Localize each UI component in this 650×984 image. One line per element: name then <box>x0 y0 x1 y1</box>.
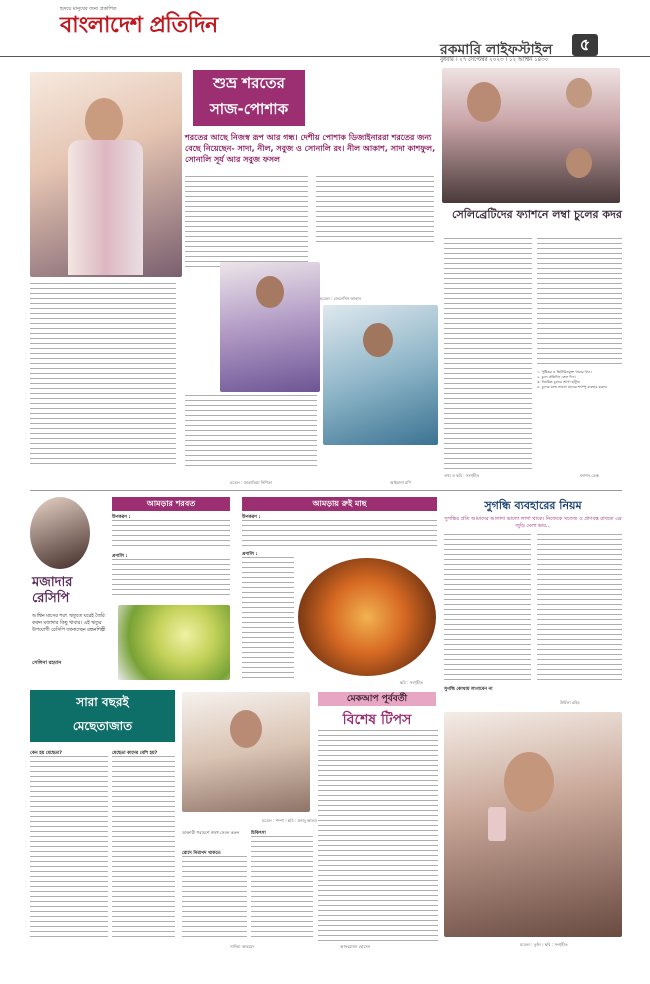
saree-drape <box>68 140 143 275</box>
eczema-byline: সাদিয়া আহমেদ <box>230 944 255 949</box>
eczema-title-banner <box>30 690 175 742</box>
celebrity-body-col1 <box>444 238 532 470</box>
list-item: ৩. নিয়মিত চুলের আগা ছাঁটুন। <box>537 380 581 384</box>
fragrance-model-photo <box>444 712 622 937</box>
celebrity-photo-collage <box>442 68 620 203</box>
recipe1-ingredients <box>112 520 230 550</box>
recipe-photo-caption: ছবি : সংগৃহীত <box>400 680 423 685</box>
eczema-body-col3 <box>182 856 247 941</box>
recipe-column-title-line1: মজাদার <box>32 575 73 590</box>
makeup-title-line2: বিশেষ টিপস <box>342 712 412 728</box>
masthead-tagline: হৃদয়ে মানুষের জন্য প্রকাশিত <box>60 6 117 12</box>
perfume-bottle <box>488 807 506 841</box>
feature-title-line1: শুভ্র শরতের <box>213 74 285 92</box>
feature-title-line2: সাজ-পোশাক <box>209 100 289 118</box>
eczema-body-col4 <box>251 836 313 941</box>
recipe2-ingredients-label: উপকরণ : <box>242 515 261 520</box>
eczema-sub4: রোদে নিরাপদ থাকতে <box>182 851 221 856</box>
recipe2-method-label: প্রণালি : <box>242 552 258 557</box>
page-number: ৫ <box>572 34 598 56</box>
recipe1-method <box>112 559 230 599</box>
fragrance-body-col1 <box>444 534 531 684</box>
date-line: বুধবার । ২৭ সেপ্টেম্বর ২০২৩ । ১২ আশ্বিন ১৪৩০ <box>440 57 549 63</box>
fragrance-body-col2 <box>537 534 622 684</box>
model-face <box>230 710 262 748</box>
eczema-photo-caption: মডেল : শম্পা । ছবি : মনজু আলম <box>262 818 317 823</box>
recipe2-photo-fish-curry <box>298 558 436 676</box>
fragrance-caption: মডেল : তুলি । ছবি : সংগৃহীত <box>520 942 568 947</box>
recipe-column-title <box>32 575 72 607</box>
eczema-sub1: কেন হয় মেছেতা? <box>30 751 62 756</box>
celebrity-title: সেলিব্রেটিদের ফ্যাশনে লম্বা চুলের কদর <box>452 208 622 221</box>
recipe2-method <box>242 557 294 682</box>
fragrance-intro: সুগন্ধির প্রতি আমাদের আলাদা ভালো লাগা থাকে। নিজেকে সতেজ ও প্রাণবন্ত রাখতে এর জুড়ি মেলা ভার... <box>444 516 622 529</box>
eczema-doctor-note: ডাক্তারী পরামর্শে ঔষধ সেবন করুন <box>182 830 240 835</box>
section-title: রকমারি লাইফস্টাইল <box>440 42 553 58</box>
celebrity-body-col2 <box>537 238 622 366</box>
eczema-title-line1: সারা বছরই <box>76 695 129 709</box>
model-face <box>85 98 123 144</box>
feature-body-col0 <box>30 283 176 468</box>
recipe1-method-label: প্রণালি : <box>112 554 128 559</box>
feature-title-banner <box>193 70 305 126</box>
celebrity-face-2 <box>566 78 592 108</box>
makeup-title-line1: মেকআপ পূর্ববর্তী <box>318 692 436 706</box>
recipe2-title: আমড়ায় রুই মাছ <box>242 497 437 511</box>
model-photo-blue <box>323 305 438 445</box>
eczema-sub3: চিকিৎসা <box>251 831 266 836</box>
makeup-body <box>318 730 438 942</box>
model-face <box>504 752 554 812</box>
makeup-byline: আফরোজা হোসেন <box>340 944 371 949</box>
fragrance-subheading: সুগন্ধি কোথায় লাগাবেন না <box>444 687 493 692</box>
celebrity-byline: ফ্যাশন ডেস্ক <box>580 473 599 478</box>
list-item: ২. চুলে প্রতিদিন তেল দিন। <box>537 375 576 379</box>
model-photo-purple <box>220 262 320 392</box>
feature-caption-bottom: মডেল : জান্নাতিয়া নিশিতা <box>230 480 272 485</box>
recipe1-photo-juice <box>118 605 230 680</box>
feature-body-col3 <box>185 395 317 468</box>
fragrance-title: সুগন্ধি ব্যবহারের নিয়ম <box>484 499 582 512</box>
eczema-title-line2: মেছেতাজাত <box>72 719 133 733</box>
list-item: ৪. চুলের যত্নে ভালো মানের শ্যাম্পু ব্যবহার করুন। <box>537 385 608 389</box>
model-face <box>363 323 393 357</box>
feature-body-col2 <box>316 176 434 246</box>
celebrity-face-3 <box>566 148 592 178</box>
celebrity-caption: তথ্য ও ছবি : সংগৃহীত <box>444 473 480 478</box>
newspaper-logo: বাংলাদেশ প্রতিদিন <box>60 12 218 38</box>
eczema-sub2: মেছেতা কাদের বেশি হয়? <box>112 751 158 756</box>
feature-body-col1 <box>185 176 308 271</box>
recipe1-ingredients-label: উপকরণ : <box>112 515 131 520</box>
fragrance-byline: উর্মিলা রহিম <box>560 700 580 705</box>
section-divider <box>30 490 622 491</box>
eczema-body-col2 <box>112 756 175 941</box>
feature-byline: আইয়ানা মণি <box>390 480 411 485</box>
recipe1-title: আমড়ার শরবত <box>112 497 230 511</box>
celebrity-tips-list <box>537 370 622 390</box>
list-item: ১. পুষ্টিকর ও ভিটামিনযুক্ত খাবার খান। <box>537 370 592 374</box>
model-photo-saree <box>30 72 182 277</box>
celebrity-face-1 <box>467 82 501 122</box>
chef-photo <box>30 497 90 569</box>
model-face <box>256 276 284 308</box>
eczema-body-col1 <box>30 756 108 941</box>
recipe-column-intro: আশ্বিন মাসের শরৎ ঋতুতে ঘরেই তৈরি করুন মজাদার কিছু খাবার। এই ঋতুর উপযোগী রেসিপি জানাচ্ছেন রন্ধনশিল্পী <box>32 614 106 633</box>
recipe-column-title-line2: রেসিপি <box>32 591 70 606</box>
recipe2-ingredients <box>242 520 437 548</box>
feature-caption-top: মডেল : জেনেসিস জাহান <box>320 296 361 301</box>
chef-name: সেলিনা রহমান <box>32 660 62 666</box>
feature-lead: শরতের আছে নিজস্ব রূপ আর গন্ধ। দেশীয় পোশাক ডিজাইনাররা শরতের জন্য বেছে নিয়েছেন- সাদা, নীল, সবুজ ও সোনালি রং। নীল আকাশ, সাদা কাশফুল, সোনালি সূর্য আর সবুজ ফসল <box>185 133 436 164</box>
eczema-model-photo <box>182 692 310 812</box>
